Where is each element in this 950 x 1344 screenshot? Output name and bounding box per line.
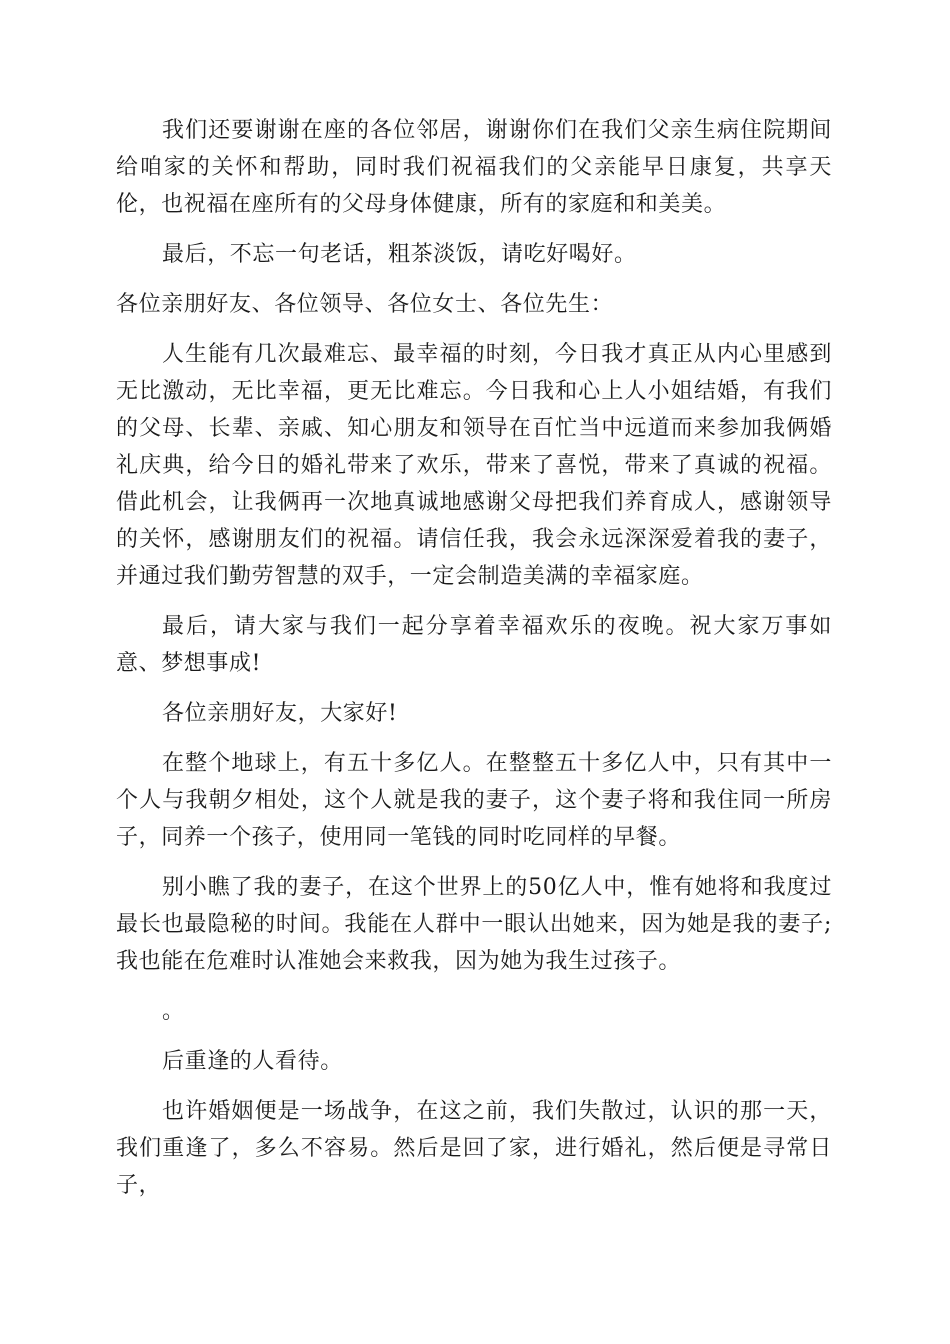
paragraph-salutation: 各位亲朋好友、各位领导、各位女士、各位先生： <box>116 292 614 317</box>
paragraph-thanks-neighbors: 我们还要谢谢在座的各位邻居，谢谢你们在我们父亲生病住院期间给咱家的关怀和帮助，同时我们祝福我们的父亲能早日康复，共享天伦，也祝福在座所有的父母身体健康，所有的家庭和和美美。 <box>116 118 832 217</box>
document-page <box>116 112 832 1217</box>
paragraph-groom-speech: 人生能有几次最难忘、最幸福的时刻，今日我才真正从内心里感到无比激动，无比幸福，更无比难忘。今日我和心上人小姐结婚，有我们的父母、长辈、亲戚、知心朋友和领导在百忙当中远道而来参加我俩婚礼庆典，给今日的婚礼带来了欢乐，带来了喜悦，带来了真诚的祝福。借此机会，让我俩再一次地真诚地感谢父母把我们养育成人，感谢领导的关怀，感谢朋友们的祝福。请信任我，我会永远深深爱着我的妻子，并通过我们勤劳智慧的双手，一定会制造美满的幸福家庭。 <box>116 342 832 589</box>
paragraph-greeting: 各位亲朋好友，大家好! <box>162 701 398 726</box>
paragraph-marriage-war: 也许婚姻便是一场战争，在这之前，我们失散过，认识的那一天，我们重逢了，多么不容易。然后是回了家，进行婚礼，然后便是寻常日子， <box>116 1099 832 1198</box>
paragraph-earth-population: 在整个地球上，有五十多亿人。在整整五十多亿人中，只有其中一个人与我朝夕相处，这个人就是我的妻子，这个妻子将和我住同一所房子，同养一个孩子，使用同一笔钱的同时吃同样的早餐。 <box>116 751 832 850</box>
paragraph-reunion: 后重逢的人看待。 <box>162 1049 343 1074</box>
paragraph-period: 。 <box>162 999 185 1024</box>
paragraph-share-evening: 最后，请大家与我们一起分享着幸福欢乐的夜晚。祝大家万事如意、梦想事成! <box>116 614 832 676</box>
paragraph-my-wife: 别小瞧了我的妻子，在这个世界上的50亿人中，惟有她将和我度过最长也最隐秘的时间。我能在人群中一眼认出她来，因为她是我的妻子;我也能在危难时认准她会来救我，因为她为我生过孩子。 <box>116 875 832 974</box>
paragraph-closing-toast: 最后，不忘一句老话，粗茶淡饭，请吃好喝好。 <box>162 242 637 267</box>
